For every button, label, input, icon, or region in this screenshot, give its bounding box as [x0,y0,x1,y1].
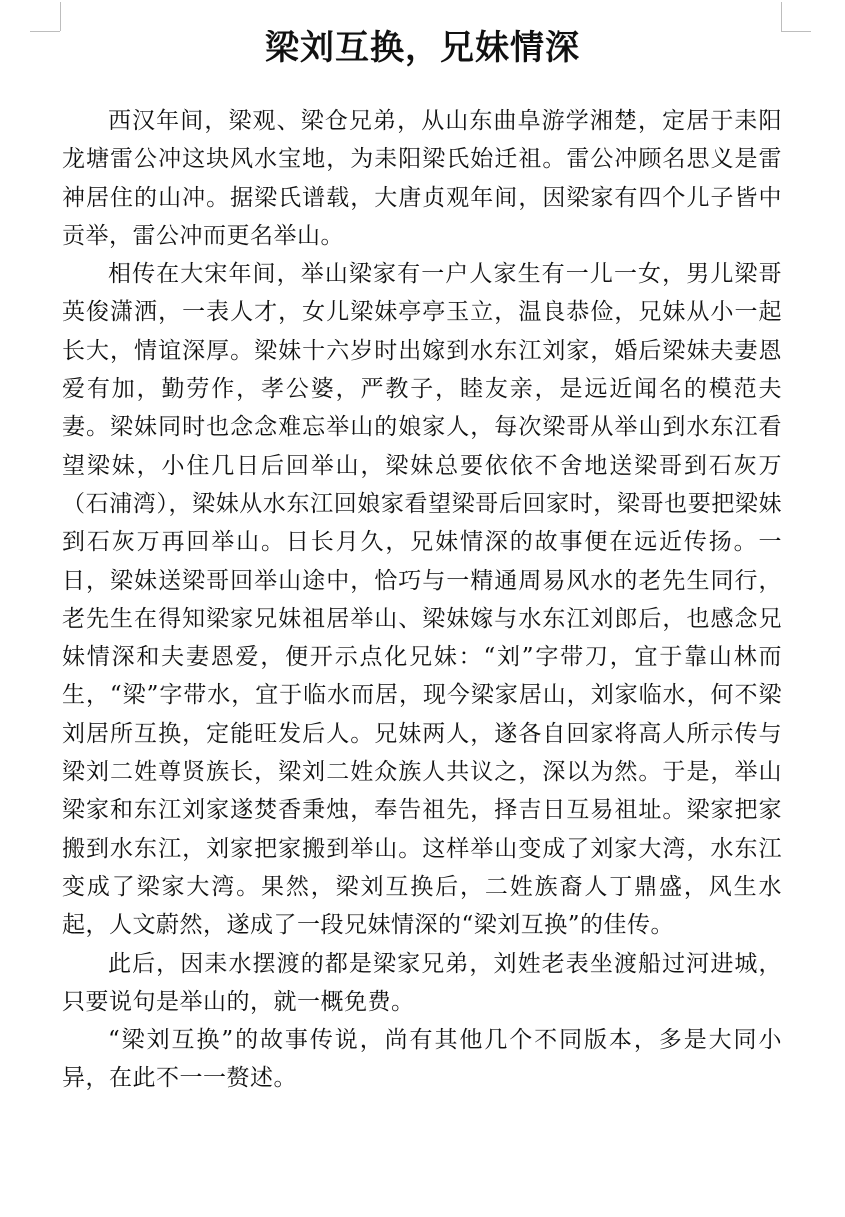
document-title: 梁刘互换，兄妹情深 [265,28,580,68]
paragraph-3: 此后，因耒水摆渡的都是梁家兄弟，刘姓老表坐渡船过河进城，只要说句是举山的，就一概免费。 [62,950,782,1015]
paragraph-1: 西汉年间，梁观、梁仓兄弟，从山东曲阜游学湘楚，定居于耒阳龙塘雷公冲这块风水宝地，为耒阳梁氏始迁祖。雷公冲顾名思义是雷神居住的山冲。据梁氏谱载，大唐贞观年间，因梁家有四个儿子皆中贡举，雷公冲而更名举山。 [62,108,782,249]
document-body [62,102,782,1098]
paragraph-4: “梁刘互换”的故事传说，尚有其他几个不同版本，多是大同小异，在此不一一赘述。 [62,1027,782,1092]
paragraph-2: 相传在大宋年间，举山梁家有一户人家生有一儿一女，男儿梁哥英俊潇洒，一表人才，女儿梁妹亭亭玉立，温良恭俭，兄妹从小一起长大，情谊深厚。梁妹十六岁时出嫁到水东江刘家，婚后梁妹夫妻恩爱有加，勤劳作，孝公婆，严教子，睦友亲，是远近闻名的模范夫妻。梁妹同时也念念难忘举山的娘家人，每次梁哥从举山到水东江看望梁妹，小住几日后回举山，梁妹总要依依不舍地送梁哥到石灰万（石浦湾），梁妹从水东江回娘家看望梁哥后回家时，梁哥也要把梁妹到石灰万再回举山。日长月久，兄妹情深的故事便在远近传扬。一日，梁妹送梁哥回举山途中，恰巧与一精通周易风水的老先生同行，老先生在得知梁家兄妹祖居举山、梁妹嫁与水东江刘郎后，也感念兄妹情深和夫妻恩爱，便开示点化兄妹：“刘”字带刀，宜于靠山林而生，“梁”字带水，宜于临水而居，现今梁家居山，刘家临水，何不梁刘居所互换，定能旺发后人。兄妹两人，遂各自回家将高人所示传与梁刘二姓尊贤族长，梁刘二姓众族人共议之，深以为然。于是，举山梁家和东江刘家遂焚香秉烛，奉告祖先，择吉日互易祖址。梁家把家搬到水东江，刘家把家搬到举山。这样举山变成了刘家大湾，水东江变成了梁家大湾。果然，梁刘互换后，二姓族裔人丁鼎盛，风生水起，人文蔚然，遂成了一段兄妹情深的“梁刘互换”的佳传。 [62,261,782,939]
